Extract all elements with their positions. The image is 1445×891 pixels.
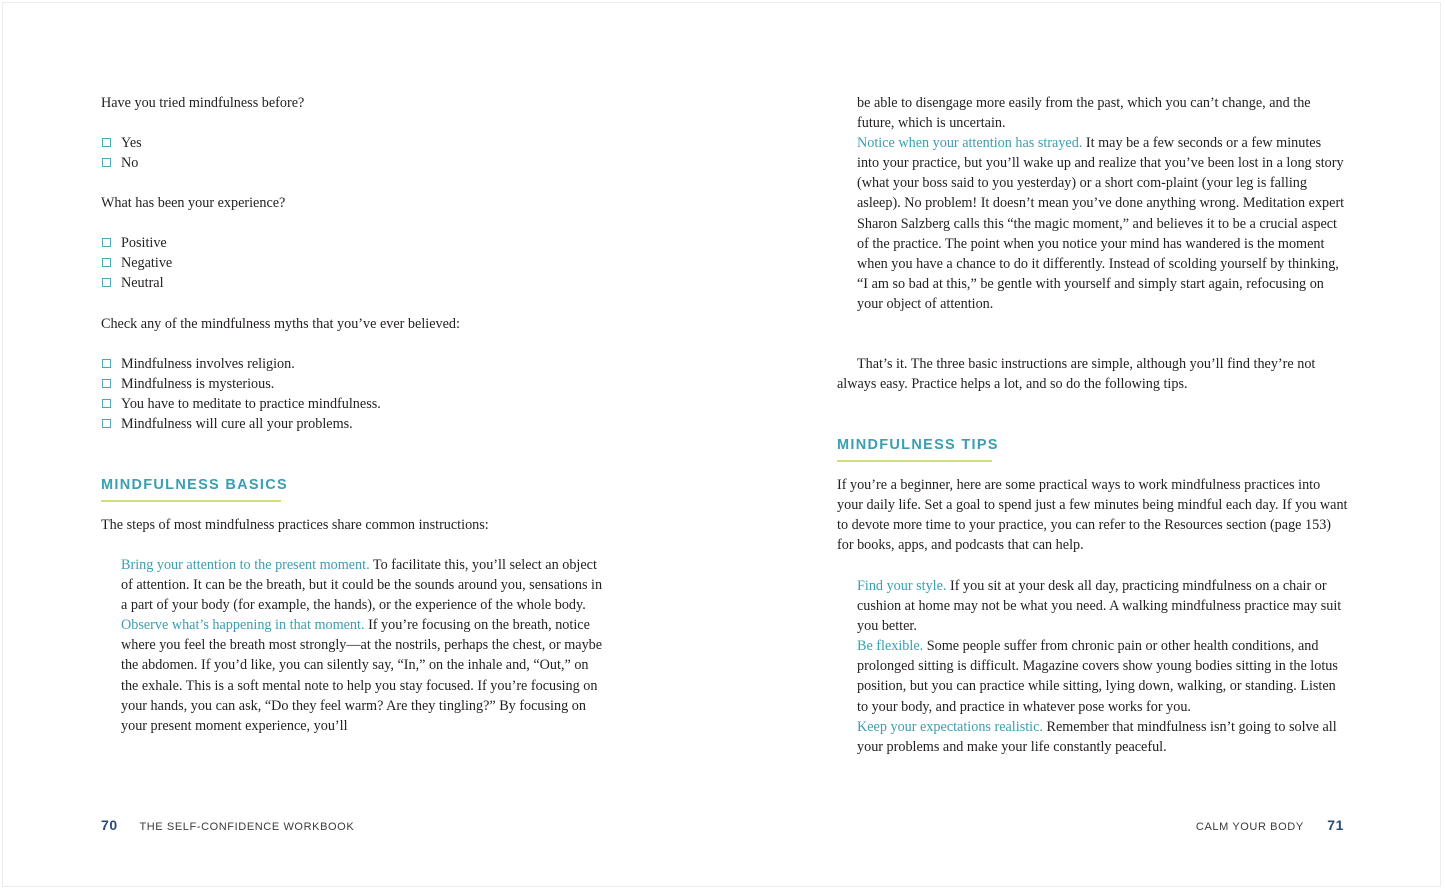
left-page (101, 0, 621, 891)
tip-lead: Find your style. (857, 578, 947, 594)
summary-paragraph: That’s it. The three basic instructions are simple, although you’ll find they’re not always easy. Practice helps a lot, and so do the following tips. (837, 356, 1316, 393)
step-observe: Observe what’s happening in that moment. If you’re focusing on the breath, notice where you feel the breath most strongly—at the nostrils, perhaps the chest, or maybe the abdomen. If you’d like, you can silently say, “In,” on the inhale and, “Out,” on the exhale. This is a soft mental note to help you stay focused. If you’re focusing on your hands, you can ask, “Do they feel warm? Are they tingling?” By focusing on your present moment experience, you’ll (121, 617, 603, 734)
question-text: What has been your experience? (101, 195, 286, 211)
step-lead: Observe what’s happening in that moment. (121, 617, 365, 634)
checkbox-option-myth-religion[interactable]: Mindfulness involves religion. (101, 354, 621, 374)
basics-intro: The steps of most mindfulness practices share common instructions: (101, 517, 489, 533)
step-lead: Notice when your attention has strayed. (857, 135, 1083, 152)
question-experience (101, 193, 621, 213)
question-tried-before (101, 93, 621, 113)
heading-underline (837, 460, 992, 462)
section-heading: MINDFULNESS TIPS (837, 437, 999, 453)
question-text: Check any of the mindfulness myths that you’ve ever believed: (101, 316, 460, 332)
heading-underline (101, 500, 281, 502)
checkbox-icon[interactable] (102, 359, 111, 368)
checkbox-option-negative[interactable]: Negative (101, 253, 621, 273)
tip-lead: Be flexible. (857, 638, 924, 655)
running-title: CALM YOUR BODY (1195, 821, 1304, 833)
checkbox-option-myth-meditate[interactable]: You have to meditate to practice mindfulness. (101, 394, 621, 414)
checkbox-option-positive[interactable]: Positive (101, 233, 621, 253)
page-number: 70 (101, 817, 118, 833)
question-text: Have you tried mindfulness before? (101, 95, 305, 111)
section-heading: MINDFULNESS BASICS (101, 477, 288, 493)
checkbox-icon[interactable] (102, 258, 111, 267)
checkbox-option-yes[interactable]: Yes (101, 133, 621, 153)
checklist-myths (101, 354, 621, 434)
checkbox-icon[interactable] (102, 399, 111, 408)
checkbox-icon[interactable] (102, 138, 111, 147)
checkbox-option-no[interactable]: No (101, 153, 621, 173)
basics-steps (101, 555, 609, 736)
tips-intro: If you’re a beginner, here are some practical ways to work mindfulness practices into your daily life. Set a goal to spend just a few minutes being mindful each day. If you want to devote more time to your practice, you can refer to the Resources section (page 153) for books, apps, and podcasts that can help. (837, 477, 1348, 554)
footer-left (101, 815, 354, 837)
step-bring-attention: Bring your attention to the present moment. To facilitate this, you’ll select an object of attention. It can be the breath, but it could be the sounds around you, sensations in a part of your body (for example, the hands), or the experience of the whole body. (121, 557, 603, 614)
question-myths (101, 314, 621, 334)
section-tips (837, 435, 999, 462)
tip-expectations: Keep your expectations realistic. Remember that mindfulness isn’t going to solve all your problems and make your life constantly peaceful. (857, 718, 1337, 755)
checkbox-option-myth-cure[interactable]: Mindfulness will cure all your problems. (101, 414, 621, 434)
checklist-tried-before (101, 133, 621, 173)
right-page (837, 0, 1349, 891)
running-title: THE SELF-CONFIDENCE WORKBOOK (139, 821, 355, 833)
step-notice-strayed: Notice when your attention has strayed. It may be a few seconds or a few minutes into your practice, but you’ll wake up and realize that you’ve been lost in a long story (what your boss said to you yesterday) or a short com-plaint (your leg is falling asleep). No problem! It doesn’t mean you’ve done anything wrong. Meditation expert Sharon Salzberg calls this “the magic moment,” and believes it to be a crucial aspect of the practice. The point when you notice your mind has wandered is the moment when you have a chance to do it differently. Instead of scolding yourself by thinking, “I am so bad at this,” be gentle with yourself and simply start again, refocusing on your object of attention. (857, 135, 1345, 312)
checkbox-icon[interactable] (102, 158, 111, 167)
checkbox-option-neutral[interactable]: Neutral (101, 273, 621, 293)
steps-continued (837, 93, 1345, 314)
section-basics (101, 475, 288, 502)
checkbox-icon[interactable] (102, 238, 111, 247)
tip-find-style: Find your style. If you sit at your desk all day, practicing mindfulness on a chair or cushion at home may not be what you need. A walking mindfulness practice may suit you better. (857, 578, 1342, 635)
checkbox-icon[interactable] (102, 379, 111, 388)
checkbox-option-myth-mysterious[interactable]: Mindfulness is mysterious. (101, 374, 621, 394)
step-continued-text: be able to disengage more easily from the past, which you can’t change, and the future, which is uncertain. (857, 95, 1311, 132)
checkbox-icon[interactable] (102, 419, 111, 428)
footer-right (1196, 815, 1344, 837)
checklist-experience (101, 233, 621, 293)
tip-lead: Keep your expectations realistic. (857, 718, 1043, 735)
tips-list (837, 576, 1345, 757)
tip-be-flexible: Be flexible. Some people suffer from chronic pain or other health conditions, and prolonged sitting is difficult. Magazine covers show young bodies sitting in the lotus position, but you can practice while sitting, lying down, walking, or standing. Listen to your body, and practice in whatever pose works for you. (857, 638, 1338, 715)
page-number: 71 (1327, 817, 1344, 833)
checkbox-icon[interactable] (102, 278, 111, 287)
step-lead: Bring your attention to the present moment. (121, 557, 370, 573)
